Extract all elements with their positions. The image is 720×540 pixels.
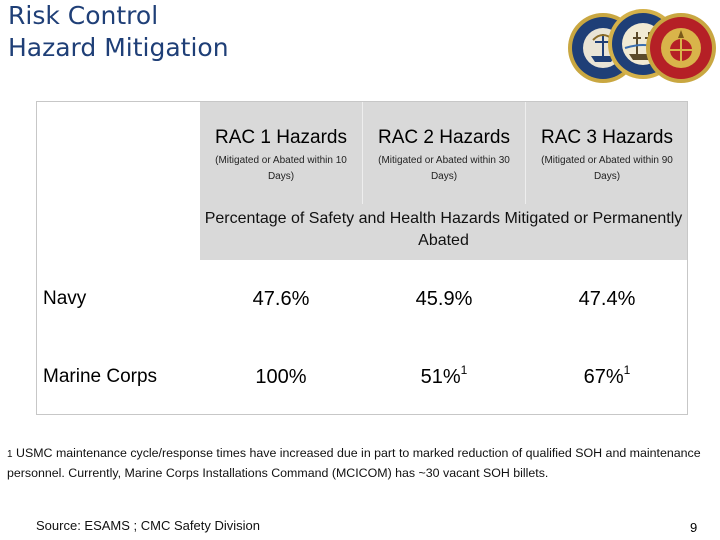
footnote-number: 1: [7, 449, 13, 460]
footnote-text: USMC maintenance cycle/response times have increased due in part to marked reduction of qualified SOH and maintenance personnel. Currently, Marine Corps Installations Command (MCICOM) has ~30 vacant SOH billets.: [7, 446, 701, 480]
cell-value: 47.4%: [578, 288, 636, 310]
column-header-sublabel: (Mitigated or Abated within 10 Days): [215, 155, 347, 182]
marine-corps-seal-icon: [645, 12, 717, 84]
cell-value: 51%: [420, 366, 461, 388]
column-header-sublabel: (Mitigated or Abated within 90 Days): [541, 155, 673, 182]
footnote-marker: 1: [623, 363, 631, 377]
column-header-rac2: [363, 102, 525, 204]
source-citation: Source: ESAMS ; CMC Safety Division: [36, 518, 260, 533]
table-cell: [363, 363, 525, 389]
cell-value: 100%: [255, 366, 307, 388]
slide-title: [8, 0, 338, 64]
column-header-label: RAC 3 Hazards: [541, 127, 673, 148]
seal-group: [567, 8, 717, 88]
column-header-rac3: [526, 102, 688, 204]
row-label-navy: Navy: [43, 288, 87, 309]
column-header-label: RAC 1 Hazards: [215, 127, 347, 148]
table-subtitle: Percentage of Safety and Health Hazards Mitigated or Permanently Abated: [204, 210, 683, 249]
cell-value: 67%: [583, 366, 624, 388]
page-number: 9: [690, 520, 698, 535]
table-cell: [200, 288, 362, 311]
cell-value: 45.9%: [415, 288, 473, 310]
cell-value: 47.6%: [252, 288, 310, 310]
footnote: [7, 444, 713, 482]
table-cell: [526, 363, 688, 389]
hazard-mitigation-table: [36, 101, 688, 415]
footnote-marker: 1: [460, 363, 468, 377]
table-cell: [526, 288, 688, 311]
row-label-marine-corps: Marine Corps: [43, 366, 158, 387]
column-header-rac1: [200, 102, 362, 204]
column-header-label: RAC 2 Hazards: [378, 127, 510, 148]
table-cell: [363, 288, 525, 311]
table-cell: [200, 366, 362, 389]
title-line-2: Hazard Mitigation: [8, 33, 229, 62]
title-line-1: Risk Control: [8, 1, 159, 30]
column-header-sublabel: (Mitigated or Abated within 30 Days): [378, 155, 510, 182]
